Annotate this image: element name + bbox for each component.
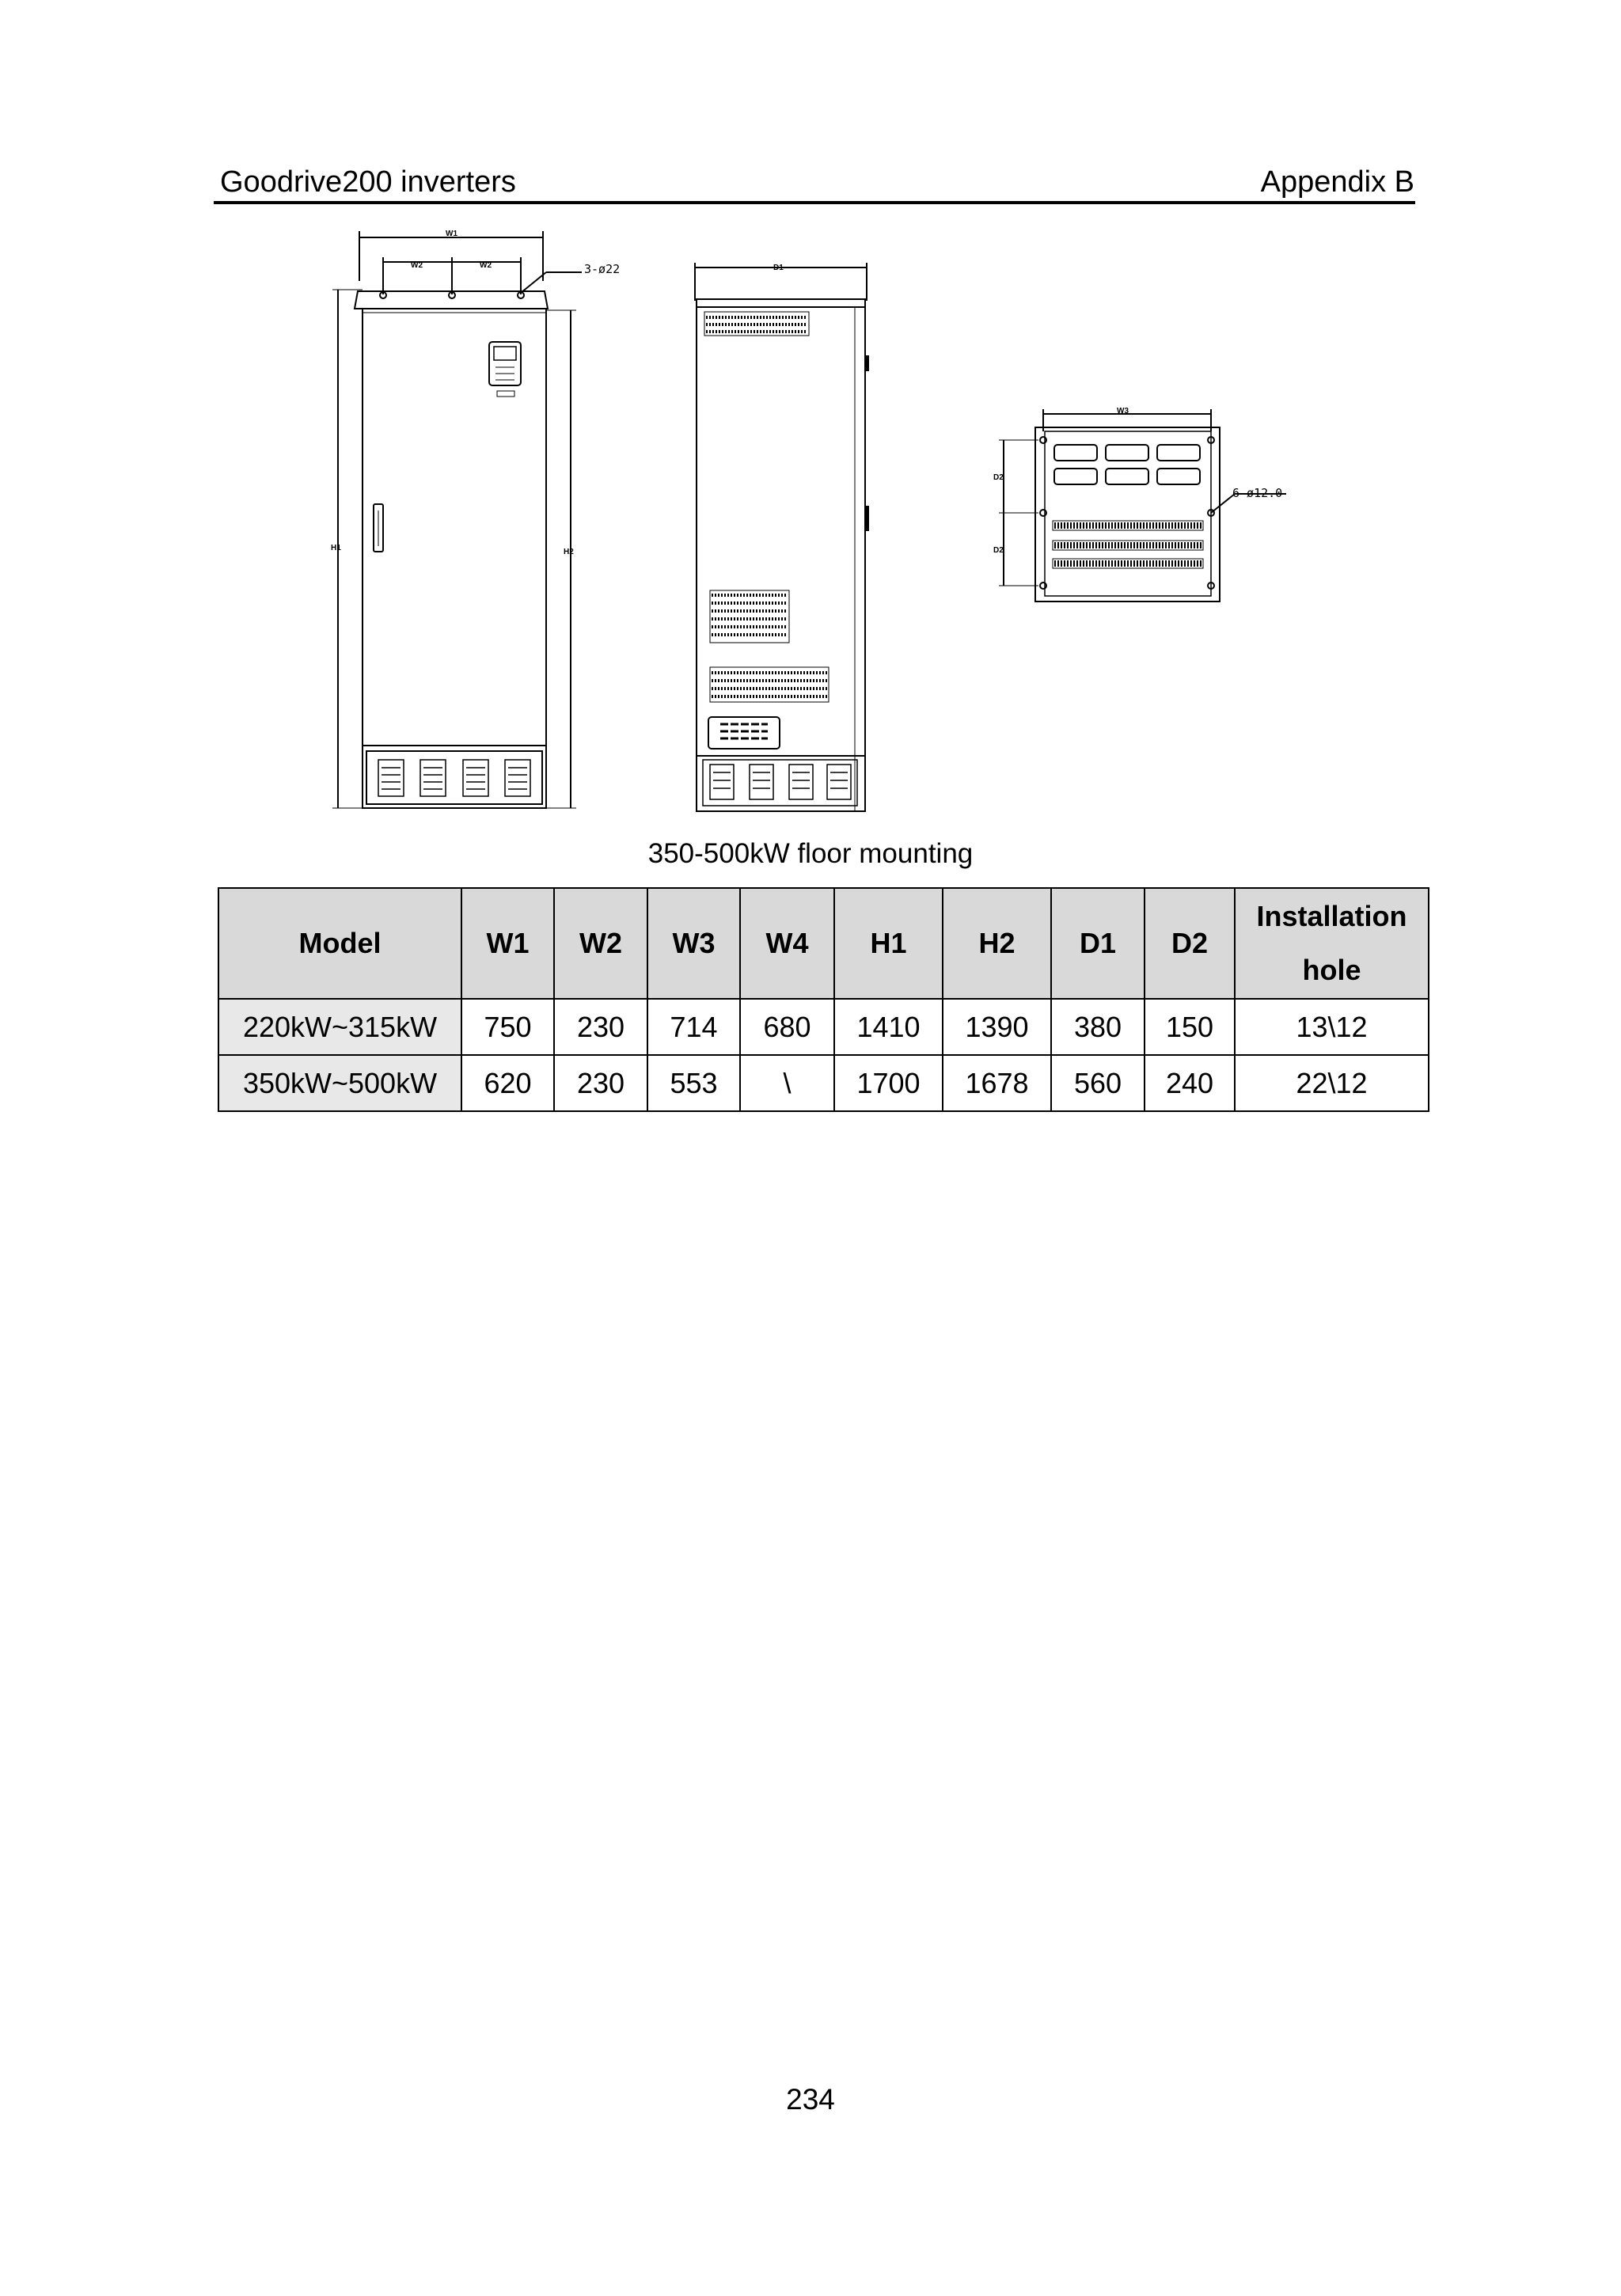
cell-w3: 714 xyxy=(647,999,740,1055)
label-w3: W3 xyxy=(1117,407,1129,416)
cell-model: 350kW~500kW xyxy=(218,1055,461,1111)
label-w1: W1 xyxy=(446,230,457,238)
cell-w1: 750 xyxy=(461,999,554,1055)
header-title: Goodrive200 inverters xyxy=(220,165,516,199)
cell-w2: 230 xyxy=(554,1055,647,1111)
cell-d1: 560 xyxy=(1051,1055,1145,1111)
label-hole-base: 6-ø12.0 xyxy=(1232,486,1283,500)
label-h1: H1 xyxy=(331,544,341,552)
table-row xyxy=(218,999,1429,1055)
cell-h1: 1410 xyxy=(834,999,943,1055)
header-model: Model xyxy=(218,888,461,999)
cell-hole: 22\12 xyxy=(1235,1055,1429,1111)
header-h2: H2 xyxy=(943,888,1051,999)
header-installation-hole xyxy=(1235,888,1429,999)
label-h2: H2 xyxy=(564,548,574,556)
label-d1: D1 xyxy=(773,264,784,272)
table-header-row xyxy=(218,888,1429,999)
page-number: 234 xyxy=(786,2083,835,2116)
header-section: Appendix B xyxy=(1260,165,1414,199)
label-d2b: D2 xyxy=(993,546,1004,555)
cell-h2: 1390 xyxy=(943,999,1051,1055)
side-view xyxy=(695,263,868,811)
label-hole-top: 3-ø22 xyxy=(584,262,621,276)
header-rule xyxy=(214,201,1415,204)
cell-d2: 150 xyxy=(1145,999,1235,1055)
header-hole-line1: Installation xyxy=(1256,900,1407,932)
header-d2: D2 xyxy=(1145,888,1235,999)
header-w1: W1 xyxy=(461,888,554,999)
cell-model: 220kW~315kW xyxy=(218,999,461,1055)
label-d2a: D2 xyxy=(993,473,1004,482)
cell-h1: 1700 xyxy=(834,1055,943,1111)
cell-h2: 1678 xyxy=(943,1055,1051,1111)
cell-hole: 13\12 xyxy=(1235,999,1429,1055)
header-d1: D1 xyxy=(1051,888,1145,999)
cell-w3: 553 xyxy=(647,1055,740,1111)
cell-w4: \ xyxy=(740,1055,834,1111)
dimensions-table xyxy=(218,887,1429,1112)
cell-d1: 380 xyxy=(1051,999,1145,1055)
cell-w1: 620 xyxy=(461,1055,554,1111)
label-w2a: W2 xyxy=(411,261,423,270)
header-hole-line2: hole xyxy=(1302,954,1361,986)
cell-w2: 230 xyxy=(554,999,647,1055)
base-view xyxy=(999,409,1286,602)
cell-d2: 240 xyxy=(1145,1055,1235,1111)
table-row xyxy=(218,1055,1429,1111)
figure-caption: 350-500kW floor mounting xyxy=(647,838,974,869)
front-bottom-vents xyxy=(378,760,530,796)
header-w3: W3 xyxy=(647,888,740,999)
page-header xyxy=(215,162,1414,202)
header-w4: W4 xyxy=(740,888,834,999)
cell-w4: 680 xyxy=(740,999,834,1055)
header-w2: W2 xyxy=(554,888,647,999)
front-view xyxy=(332,231,582,808)
label-w2b: W2 xyxy=(480,261,492,270)
technical-drawing xyxy=(0,214,1621,823)
header-h1: H1 xyxy=(834,888,943,999)
